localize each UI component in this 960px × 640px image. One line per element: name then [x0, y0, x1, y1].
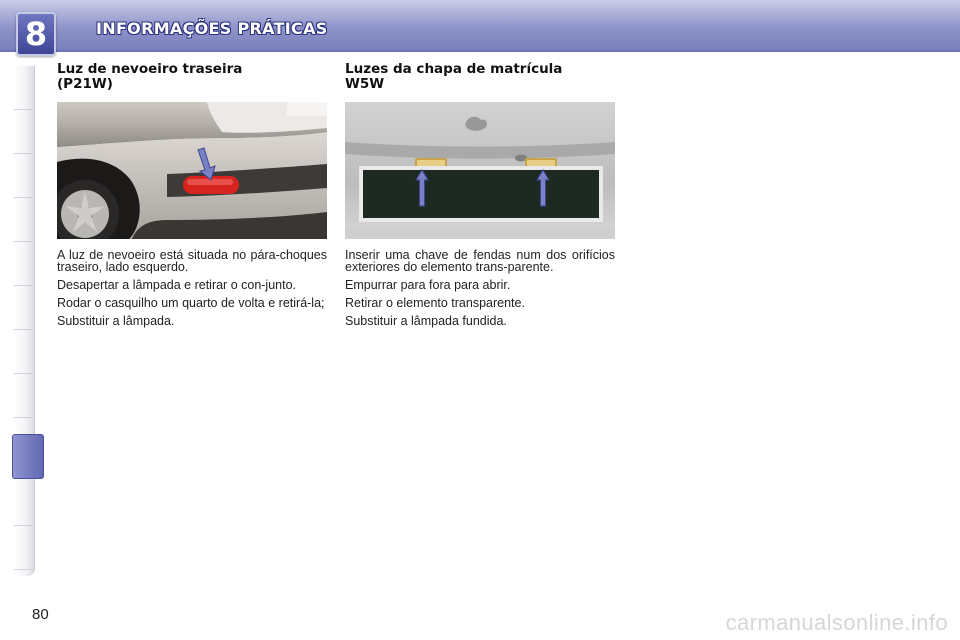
- paragraph: Inserir uma chave de fendas num dos orifícios exteriores do elemento trans-parente.: [345, 248, 615, 274]
- paragraph: Retirar o elemento transparente.: [345, 296, 525, 310]
- side-tab-5[interactable]: [14, 242, 34, 286]
- section-title-line-2: W5W: [345, 76, 385, 92]
- section-body: [57, 249, 327, 327]
- side-tab-2[interactable]: [14, 110, 34, 154]
- section-title-line-1: Luzes da chapa de matrícula: [345, 61, 563, 77]
- paragraph: A luz de nevoeiro está situada no pára-choques traseiro, lado esquerdo.: [57, 248, 327, 274]
- side-tab-3[interactable]: [14, 154, 34, 198]
- chapter-side-tabs: [14, 66, 35, 576]
- site-watermark: carmanualsonline.info: [725, 610, 948, 635]
- rear-fog-lamp-photo: [57, 102, 327, 239]
- section-title-line-2: (P21W): [57, 76, 113, 92]
- side-tab-7[interactable]: [14, 330, 34, 374]
- chapter-number-tab: 8: [16, 12, 56, 56]
- side-tab-10[interactable]: [14, 482, 34, 526]
- paragraph: Substituir a lâmpada.: [57, 314, 175, 328]
- section-title: [345, 62, 615, 94]
- side-tab-11[interactable]: [14, 526, 34, 570]
- section-number-plate-lamps: [345, 62, 615, 333]
- section-rear-fog-lamp: [57, 62, 327, 333]
- side-tab-4[interactable]: [14, 198, 34, 242]
- side-tab-active-chapter-8[interactable]: [12, 434, 44, 479]
- number-plate-lamps-photo: [345, 102, 615, 239]
- page-number: 80: [32, 606, 49, 623]
- section-title-line-1: Luz de nevoeiro traseira: [57, 61, 243, 77]
- paragraph: Substituir a lâmpada fundida.: [345, 314, 507, 328]
- section-body: [345, 249, 615, 327]
- side-tab-6[interactable]: [14, 286, 34, 330]
- chapter-title: INFORMAÇÕES PRÁTICAS: [96, 19, 328, 38]
- side-tab-8[interactable]: [14, 374, 34, 418]
- side-tab-1[interactable]: [14, 66, 34, 110]
- section-title: [57, 62, 327, 94]
- paragraph: Desapertar a lâmpada e retirar o con-junto.: [57, 278, 297, 292]
- paragraph: Empurrar para fora para abrir.: [345, 278, 511, 292]
- paragraph: Rodar o casquilho um quarto de volta e retirá-la;: [57, 296, 325, 310]
